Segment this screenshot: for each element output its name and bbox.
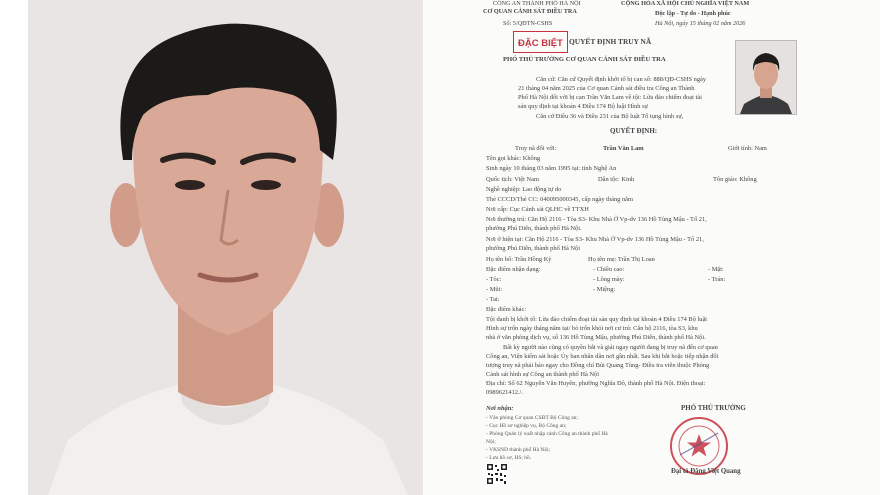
recipient-item: - Lưu hồ sơ, HS; hồ.: [486, 455, 532, 461]
recipients-heading: Nơi nhận:: [486, 405, 514, 412]
country-motto: Độc lập - Tự do - Hạnh phúc: [655, 10, 731, 17]
basis-line: sản quy định tại khoản 4 Điều 174 Bộ luật Hình sự: [518, 103, 649, 110]
special-features-label: Đặc điểm khác:: [486, 306, 527, 313]
issuer-title: PHÓ THỦ TRƯỞNG CƠ QUAN CẢNH SÁT ĐIỀU TRA: [503, 56, 666, 63]
crime-line: Tội danh bị khởi tố: Lừa đảo chiếm đoạt tài sản quy định tại khoản 4 Điều 174 Bộ luật: [486, 316, 708, 323]
decision-heading: QUYẾT ĐỊNH:: [610, 127, 658, 135]
place-and-date: Hà Nội, ngày 15 tháng 02 năm 2026: [655, 20, 746, 27]
feature-face: - Mặt:: [708, 266, 724, 273]
signer-name: Đại tá Đặng Việt Quang: [671, 468, 741, 475]
nationality: Quốc tịch: Việt Nam: [486, 176, 539, 183]
crime-line: nhà ở văn phòng dịch vụ, số 136 Hồ Tùng Mậu, phường Phú Diễn, thành phố Hà Nội.: [486, 334, 706, 341]
wanted-label: Truy nã đối với:: [515, 145, 557, 152]
special-stamp-label: ĐẶC BIỆT: [518, 38, 563, 49]
permanent-address: Nơi thường trú: Căn Hộ 2116 - Tòa S3- Khu Nhà Ở Vp-dv 136 Hồ Tùng Mậu - Tổ 21,: [486, 216, 707, 223]
feature-forehead: - Trán:: [708, 276, 726, 283]
gender: Giới tính: Nam: [728, 145, 767, 152]
feature-eyebrows: - Lông mày:: [593, 276, 625, 283]
appeal-line: Bất kỳ người nào cũng có quyền bắt và giải ngay người đang bị truy nã đến cơ quan: [503, 344, 718, 351]
appeal-line: Công an, Viện kiểm sát hoặc Ủy ban nhân dân nơi gần nhất. Sau khi bắt hoặc tiếp nhận đối: [486, 353, 719, 360]
basis-line: Phố Hà Nội đối với bị can Trần Văn Lam về tội: Lừa đảo chiếm đoạt tài: [518, 94, 702, 101]
mother-name: Họ tên mẹ: Trần Thị Loan: [588, 256, 655, 263]
religion: Tôn giáo: Không: [713, 176, 757, 183]
features-label: Đặc điểm nhận dạng:: [486, 266, 541, 273]
recipient-item: - VKSND thành phố Hà Nội;: [486, 447, 551, 453]
feature-nose: - Mũi:: [486, 286, 503, 293]
wanted-notice-document: [423, 0, 880, 495]
qr-code-icon: [486, 463, 508, 485]
appeal-line: 0989621412./.: [486, 389, 523, 396]
recipient-item: Nội;: [486, 439, 496, 445]
current-address: phường Phú Diễn, thành phố Hà Nội: [486, 245, 580, 252]
appeal-line: tượng truy nã phải báo ngay cho Đồng chí Bùi Quang Tùng- Điều tra viên thuộc Phòng: [486, 362, 710, 369]
feature-height: - Chiều cao:: [593, 266, 625, 273]
country-name: CỘNG HÒA XÃ HỘI CHỦ NGHĨA VIỆT NAM: [621, 0, 750, 7]
basis-line: Căn cứ: Căn cứ Quyết định khởi tố bị can số: 888/QĐ-CSHS ngày: [536, 76, 707, 83]
current-address: Nơi ở hiện tại: Căn Hộ 2116 - Tòa S3- Khu Nhà Ở Vp-dv 136 Hồ Tùng Mậu - Tổ 21,: [486, 236, 704, 243]
appeal-line: Cảnh sát hình sự Công an thành phố Hà Nội: [486, 371, 599, 378]
feature-mouth: - Miệng:: [593, 286, 616, 293]
feature-ears: - Tai:: [486, 296, 500, 303]
other-name: Tên gọi khác: Không: [486, 155, 541, 162]
id-card: Thẻ CCCD/Thẻ CC: 040095000345, cấp ngày tháng năm: [486, 196, 633, 203]
recipient-item: - Phòng Quản lý xuất nhập cảnh Công an thành phố Hà: [486, 431, 608, 437]
ethnicity: Dân tộc: Kinh: [598, 176, 635, 183]
recipient-item: - Cục Hồ sơ nghiệp vụ, Bộ Công an;: [486, 423, 567, 429]
wanted-name: Trần Văn Lam: [603, 145, 644, 152]
id-issue-place: Nơi cấp: Cục Cảnh sát QLHC về TTXH: [486, 206, 589, 213]
qr-code: [486, 463, 508, 485]
special-stamp: [513, 31, 568, 53]
suspect-photo-icon: [28, 0, 423, 495]
document-title: QUYẾT ĐỊNH TRUY NÃ: [569, 37, 652, 46]
feature-hair: - Tóc:: [486, 276, 502, 283]
agency-parent: CÔNG AN THÀNH PHỐ HÀ NỘI: [493, 0, 581, 7]
document-number: Số: 5/QĐTN-CSHS: [503, 20, 553, 27]
birth-info: Sinh ngày 10 tháng 03 năm 1995 tại: tỉnh Nghệ An: [486, 165, 617, 172]
permanent-address: phường Phú Diễn, thành phố Hà Nội.: [486, 225, 582, 232]
agency-name: CƠ QUAN CẢNH SÁT ĐIỀU TRA: [483, 8, 577, 15]
basis-line: Căn cứ Điều 36 và Điều 231 của Bộ luật Tố tụng hình sự,: [536, 113, 684, 120]
recipient-item: - Văn phòng Cơ quan CSĐT Bộ Công an;: [486, 415, 578, 421]
signer-title: PHÓ THỦ TRƯỞNG: [681, 404, 746, 412]
basis-line: 21 tháng 04 năm 2025 của Cơ quan Cảnh sát điều tra Công an Thành: [518, 85, 695, 92]
father-name: Họ tên bố: Trần Hồng Kỳ: [486, 256, 552, 263]
occupation: Nghề nghiệp: Lao động tự do: [486, 186, 562, 193]
appeal-line: Địa chỉ: Số 62 Nguyễn Văn Huyên, phường Nghĩa Đô, thành phố Hà Nội. Điện thoại:: [486, 380, 706, 387]
small-portrait: [735, 40, 797, 115]
crime-line: Hình sự trốn ngày tháng năm tại/ bỏ trốn khỏi nơi cư trú: Căn hộ 2116, tòa S3, khu: [486, 325, 698, 332]
small-portrait-icon: [736, 41, 796, 114]
suspect-photo: [28, 0, 423, 495]
